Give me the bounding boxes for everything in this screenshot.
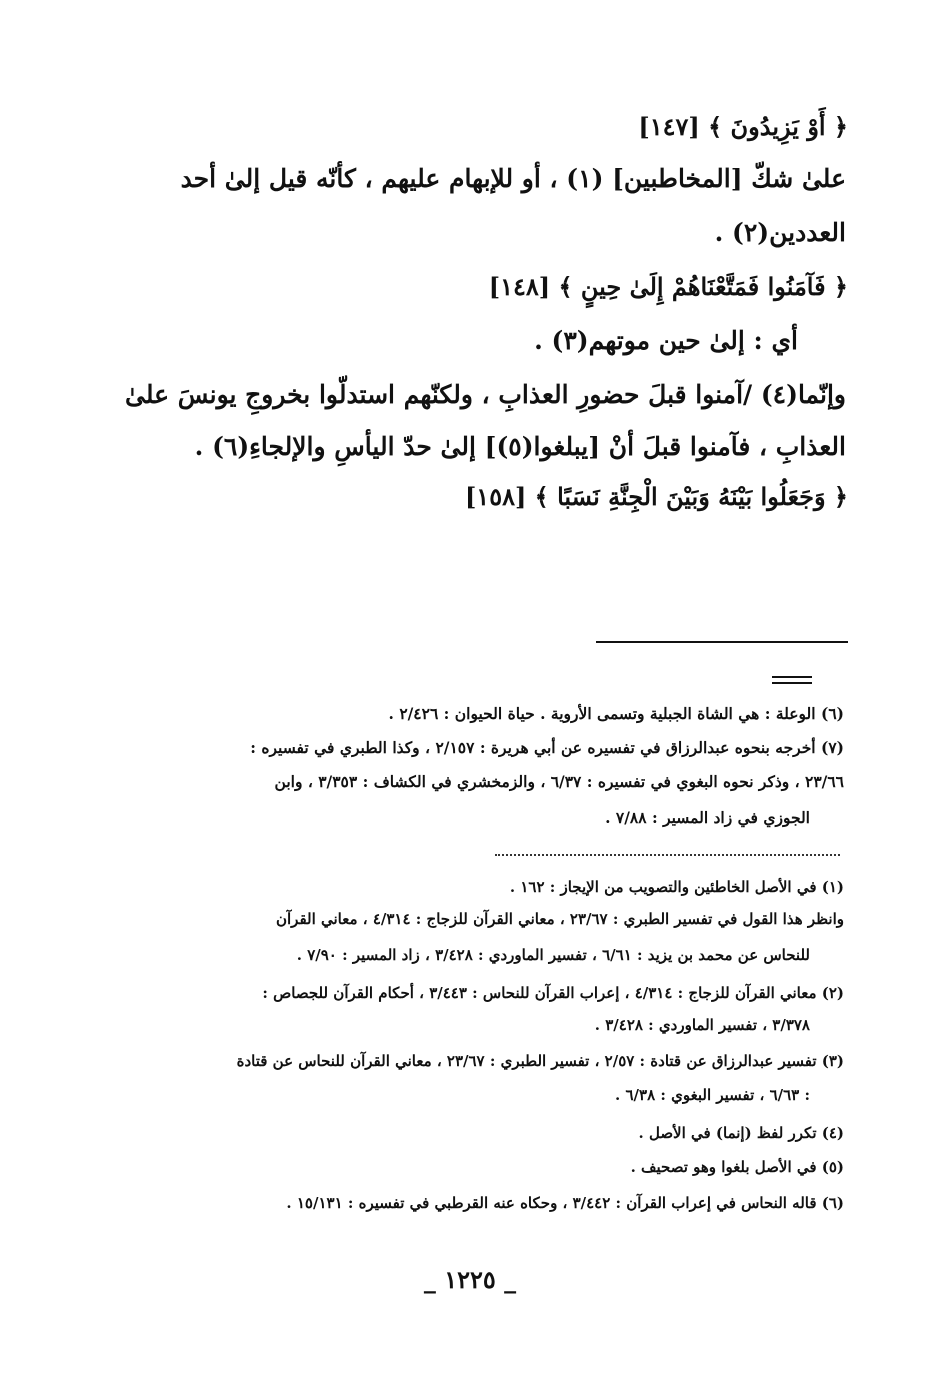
dotted-separator	[495, 854, 840, 856]
verse-148: ﴿ فَآمَنُوا فَمَتَّعْنَاهُمْ إِلَىٰ حِينٍ ﴾ [١٤٨]	[488, 272, 848, 301]
footnote-2b: ٣/٣٧٨ ، تفسير الماوردي : ٣/٤٢٨ .	[594, 1016, 810, 1034]
footnote-6: (٦) قاله النحاس في إعراب القرآن : ٣/٤٤٢ ، وحكاه عنه القرطبي في تفسيره : ١٥/١٣١ .	[286, 1194, 844, 1212]
verse-158: ﴿ وَجَعَلُوا بَيْنَهُ وَبَيْنَ الْجِنَّةِ نَسَبًا ﴾ [١٥٨]	[464, 482, 848, 511]
footnote-3b: : ٦/٦٣ ، تفسير البغوي : ٦/٣٨ .	[615, 1086, 810, 1104]
footnote-5: (٥) في الأصل بلغوا وهو تصحيف .	[630, 1158, 844, 1176]
footnote-upper-7a: (٧) أخرجه بنحوه عبدالرزاق في تفسيره عن أبي هريرة : ٢/١٥٧ ، وكذا الطبري في تفسيره :	[250, 738, 844, 757]
double-rule-bottom	[772, 682, 812, 684]
footnote-3a: (٣) تفسير عبدالرزاق عن قتادة : ٢/٥٧ ، تفسير الطبري : ٢٣/٦٧ ، معاني القرآن للنحاس عن قتادة	[236, 1052, 844, 1070]
footnote-1c: للنحاس عن محمد بن يزيد : ٦/٦١ ، تفسير الماوردي : ٣/٤٢٨ ، زاد المسير : ٧/٩٠ .	[296, 946, 810, 964]
double-rule-top	[772, 676, 812, 678]
footnote-separator	[596, 641, 848, 643]
footnote-2a: (٢) معاني القرآن للزجاج : ٤/٣١٤ ، إعراب القرآن للنحاس : ٣/٤٤٣ ، أحكام القرآن للجصاص :	[262, 984, 844, 1002]
page-number: _ ١٢٢٥ _	[423, 1265, 517, 1294]
text-line-3: العددين(٢) .	[714, 218, 846, 247]
text-line-7: العذابِ ، فآمنوا قبلَ أنْ [يبلغوا(٥)] إلىٰ حدّ اليأسِ والإلجاءِ(٦) .	[194, 432, 846, 461]
footnote-upper-7c: الجوزي في زاد المسير : ٧/٨٨ .	[605, 808, 810, 827]
footnote-4: (٤) تكرر لفظ (إنما) في الأصل .	[638, 1124, 844, 1142]
verse-147: ﴿ أَوْ يَزِيدُونَ ﴾ [١٤٧]	[638, 112, 848, 141]
footnote-1a: (١) في الأصل الخاطئين والتصويب من الإيجاز : ١٦٢ .	[509, 878, 844, 896]
text-line-5: أي : إلىٰ حين موتهم(٣) .	[534, 326, 798, 355]
footnote-1b: وانظر هذا القول في تفسير الطبري : ٢٣/٦٧ ، معاني القرآن للزجاج : ٤/٣١٤ ، معاني القرآن	[276, 910, 844, 928]
text-line-6: وإنّما(٤) /آمنوا قبلَ حضورِ العذابِ ، ولكنّهم استدلّوا بخروجِ يونسَ علىٰ	[125, 380, 846, 409]
footnote-upper-7b: ٢٣/٦٦ ، وذكر نحوه البغوي في تفسيره : ٦/٣٧ ، والزمخشري في الكشاف : ٣/٣٥٣ ، وابن	[274, 772, 844, 791]
footnote-upper-6: (٦) الوعلة : هي الشاة الجبلية وتسمى الأروية . حياة الحيوان : ٢/٤٢٦ .	[388, 704, 844, 723]
text-line-2: علىٰ شكّ [المخاطبين] (١) ، أو للإبهام عليهم ، كأنّه قيل إلىٰ أحد	[180, 164, 846, 193]
